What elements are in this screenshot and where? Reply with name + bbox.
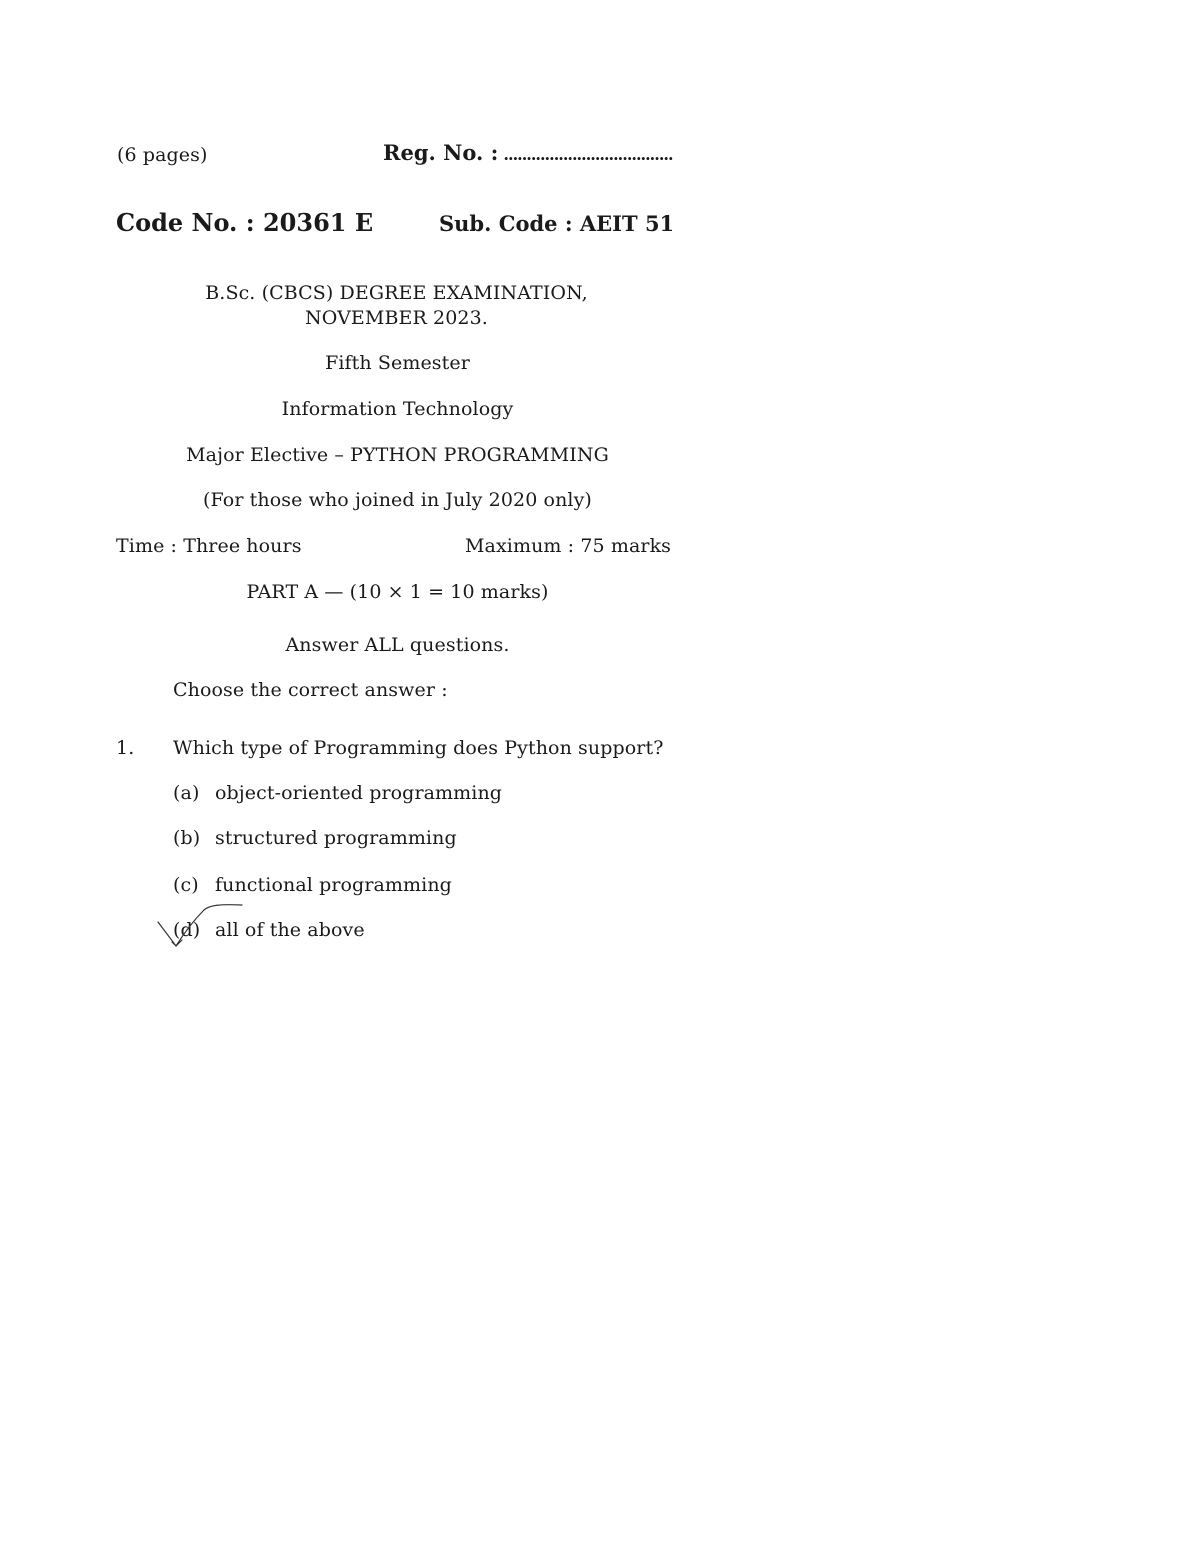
- option-label: (a): [173, 782, 200, 804]
- part-a-instruction: Answer ALL questions.: [285, 634, 510, 656]
- part-a-sub-instruction: Choose the correct answer :: [173, 679, 448, 701]
- reg-no: [383, 140, 673, 165]
- part-a-heading: PART A — (10 × 1 = 10 marks): [246, 581, 549, 603]
- question-text: Which type of Programming does Python support?: [173, 737, 664, 759]
- option-text: object-oriented programming: [215, 782, 503, 804]
- option-label: (b): [173, 827, 201, 849]
- option-text: all of the above: [215, 919, 365, 941]
- reg-no-label: Reg. No. :: [383, 140, 499, 165]
- department: Information Technology: [281, 398, 514, 420]
- reg-no-blank: .....................................: [503, 145, 673, 164]
- exam-title-line1: B.Sc. (CBCS) DEGREE EXAMINATION,: [205, 282, 588, 304]
- code-number: Code No. : 20361 E: [116, 208, 374, 237]
- maximum-marks: Maximum : 75 marks: [465, 535, 672, 557]
- question-number: 1.: [116, 737, 135, 759]
- exam-duration: Time : Three hours: [116, 535, 302, 557]
- option-label: (c): [173, 874, 199, 896]
- page-count: (6 pages): [117, 144, 208, 166]
- tick-mark-icon: [152, 900, 247, 955]
- subject-title: Major Elective – PYTHON PROGRAMMING: [186, 444, 609, 466]
- option-label: (d): [173, 919, 201, 941]
- exam-title-line2: NOVEMBER 2023.: [305, 307, 488, 329]
- option-text: structured programming: [215, 827, 457, 849]
- applicability-note: (For those who joined in July 2020 only): [203, 489, 592, 511]
- semester: Fifth Semester: [325, 352, 470, 374]
- subject-code: Sub. Code : AEIT 51: [439, 211, 675, 236]
- option-text: functional programming: [215, 874, 452, 896]
